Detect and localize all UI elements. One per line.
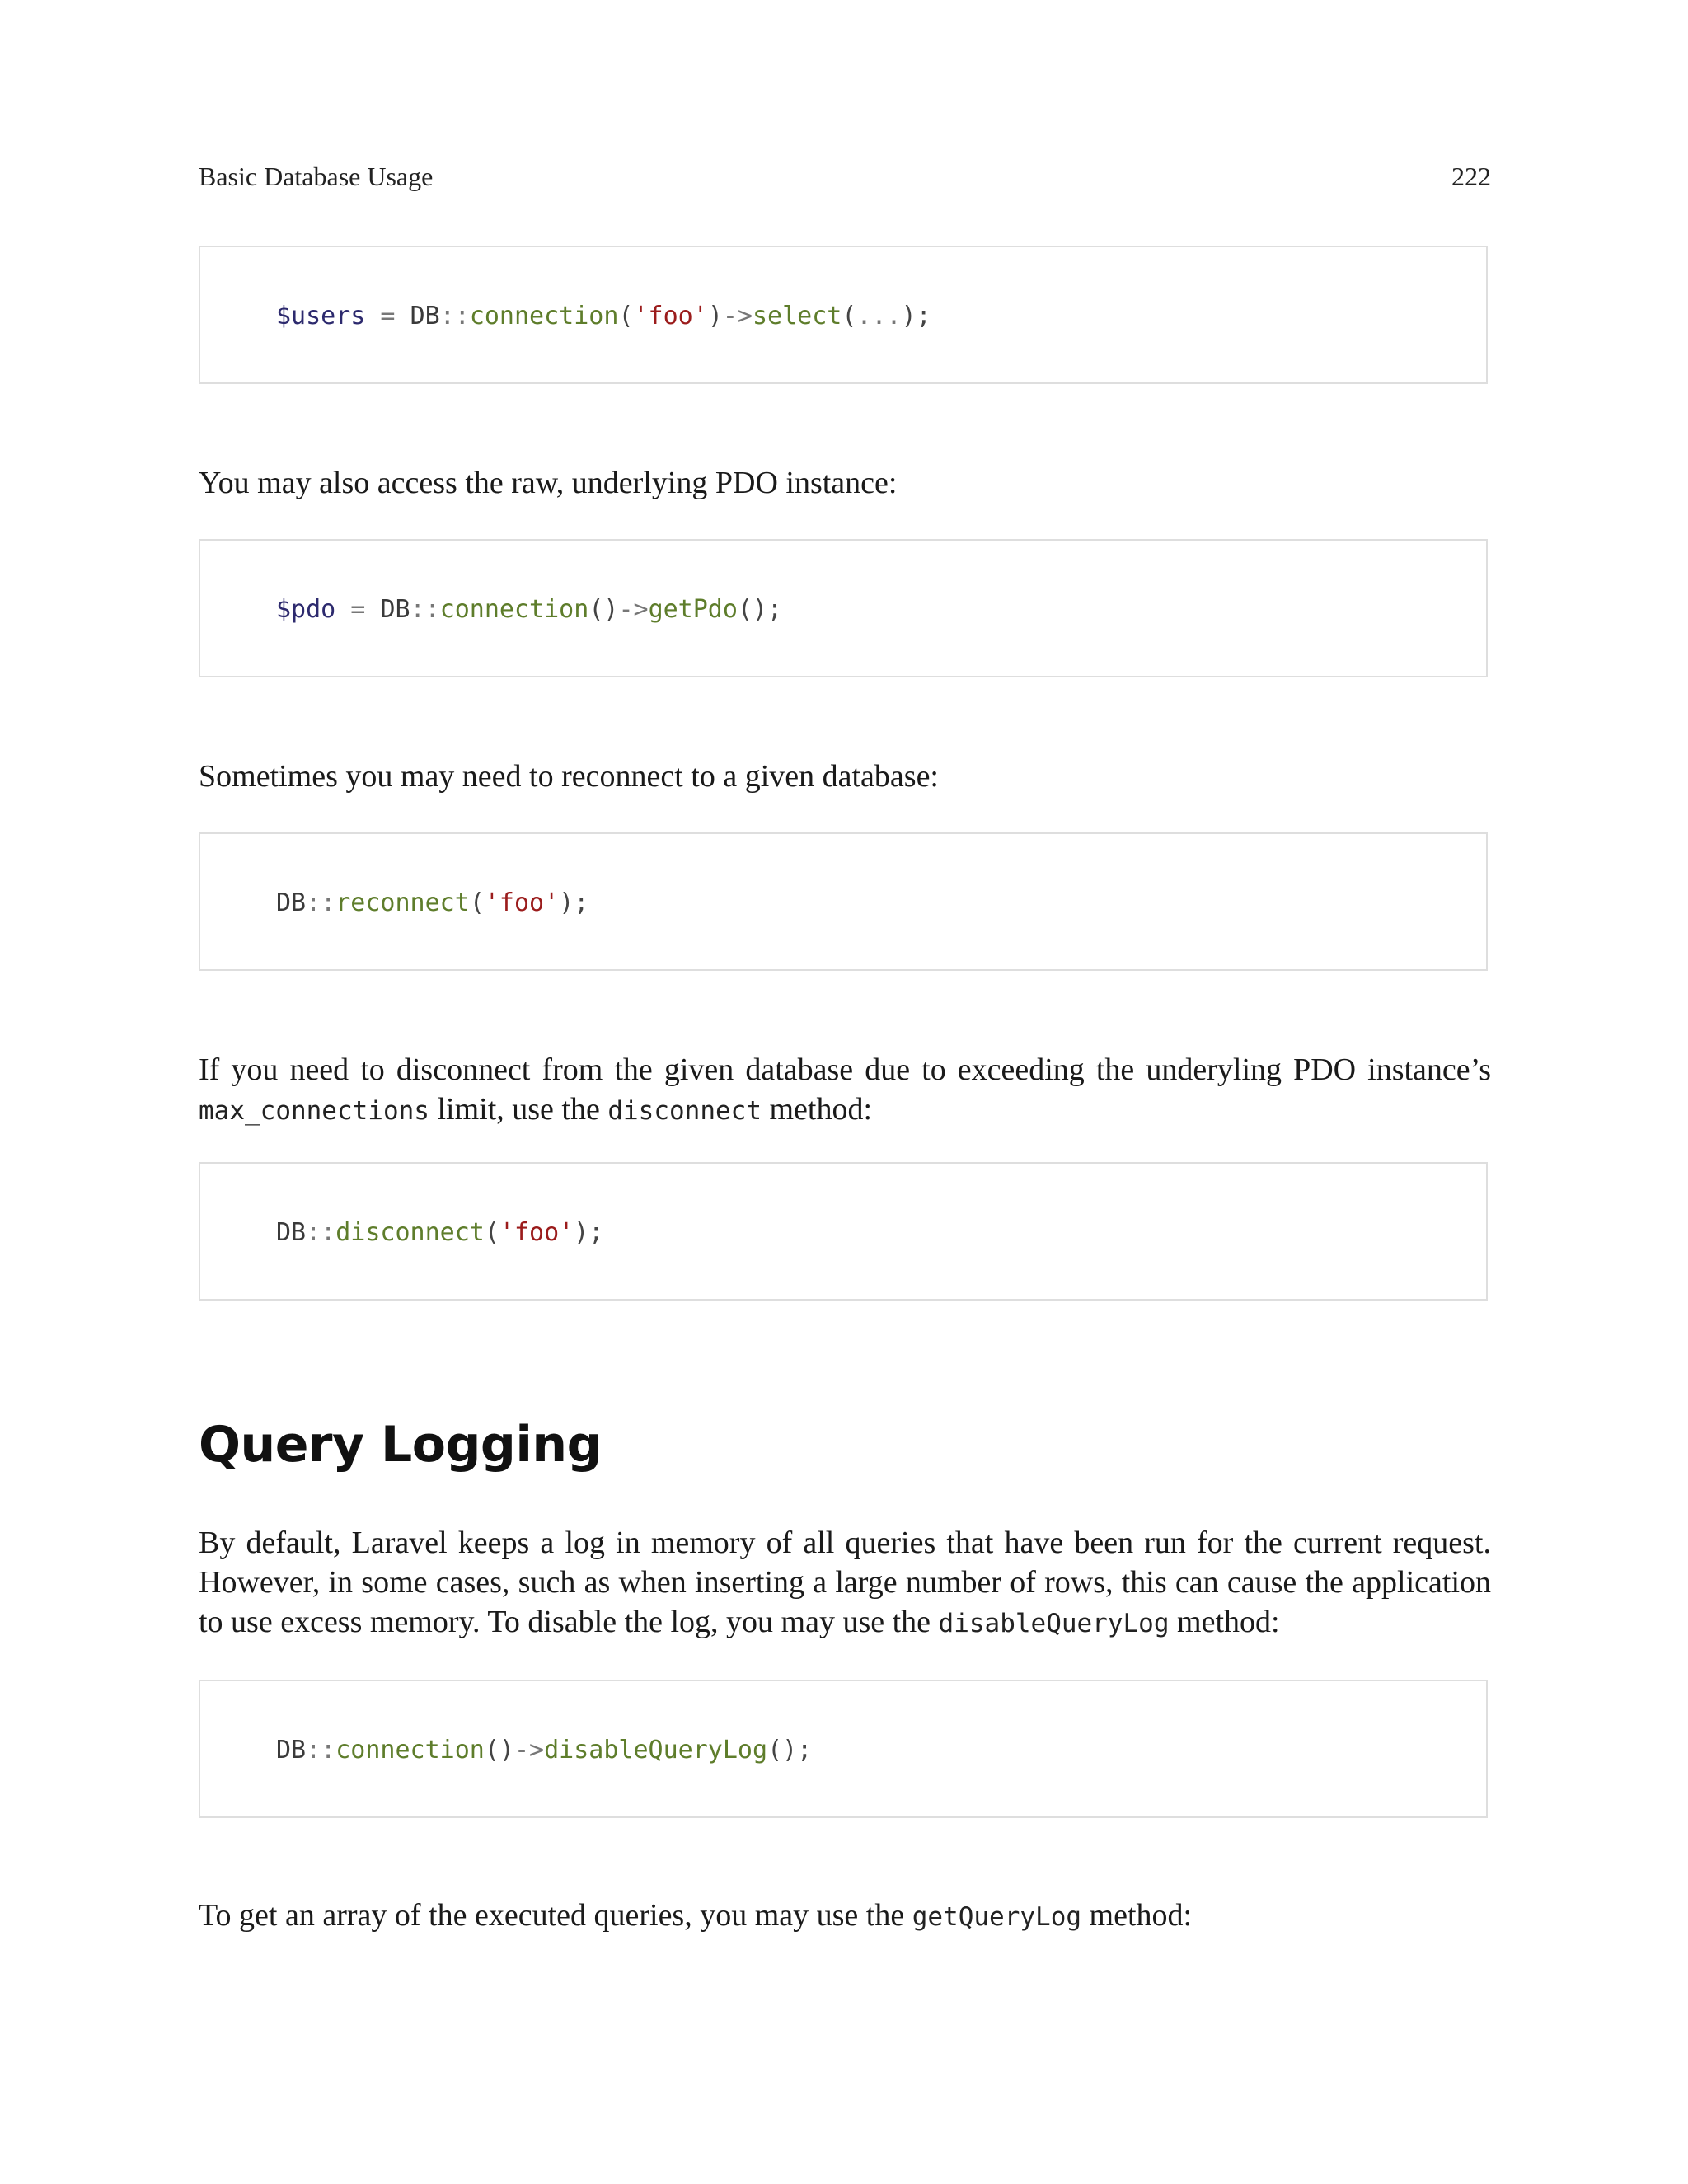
code-token-punctuation: );: [574, 1218, 604, 1247]
code-block-disconnect: [199, 1162, 1488, 1301]
code-block-select: [199, 246, 1488, 384]
code-token-string: 'foo': [484, 888, 560, 917]
code-token-class: DB: [276, 888, 307, 917]
code-token-punctuation: (): [484, 1736, 514, 1765]
code-line: [276, 1736, 812, 1765]
section-heading: Query Logging: [199, 1416, 603, 1474]
paragraph-text: If you need to disconnect from the given database due to exceeding the underyling PDO instance’s: [199, 1052, 1491, 1087]
code-token-variable: $pdo: [276, 595, 336, 624]
code-token-punctuation: );: [559, 888, 589, 917]
code-token-punctuation: ();: [767, 1736, 813, 1765]
code-line: [276, 595, 782, 625]
paragraph-text: method:: [761, 1092, 873, 1127]
code-token-operator: ::: [439, 302, 470, 330]
code-line: [276, 1218, 603, 1248]
code-block-reconnect: [199, 832, 1488, 971]
running-head-title: Basic Database Usage: [199, 162, 434, 191]
code-token-punctuation: (): [588, 595, 619, 624]
code-token-punctuation: );: [901, 302, 931, 330]
code-token-operator: ->: [514, 1736, 545, 1765]
paragraph-text: limit, use the: [429, 1092, 608, 1127]
code-token-punctuation: ): [707, 302, 723, 330]
code-line: [276, 888, 588, 918]
code-token-punctuation: (: [842, 302, 857, 330]
code-token-variable: $users: [276, 302, 366, 330]
code-token-function: connection: [469, 302, 619, 330]
inline-code-disconnect: disconnect: [607, 1096, 762, 1126]
code-token-function: connection: [439, 595, 589, 624]
code-token-class: DB: [276, 1218, 307, 1247]
paragraph-text: By default, Laravel keeps a log in memory of all queries that have been run for the current request. However, in some cases, such as when inserting a large number of rows, this can cause the application to use excess memory. To disable the log, you may use the: [199, 1526, 1491, 1639]
code-line: [276, 302, 931, 331]
code-token-operator: ::: [306, 888, 336, 917]
code-token-punctuation: (: [618, 302, 634, 330]
code-token-function: connection: [335, 1736, 485, 1765]
paragraph-text: To get an array of the executed queries, you may use the: [199, 1898, 912, 1933]
code-token-operator: =: [365, 302, 410, 330]
code-token-punctuation: (: [469, 888, 485, 917]
inline-code-disable-query-log: disableQueryLog: [938, 1609, 1170, 1638]
code-token-operator: ::: [306, 1218, 336, 1247]
code-token-function: reconnect: [335, 888, 470, 917]
code-token-class: DB: [410, 302, 440, 330]
code-token-operator: =: [335, 595, 381, 624]
code-token-function: disconnect: [335, 1218, 485, 1247]
paragraph-get-query-log: [199, 1896, 1491, 1937]
code-token-operator: ::: [306, 1736, 336, 1765]
paragraph-disconnect: [199, 1050, 1491, 1131]
paragraph-reconnect: Sometimes you may need to reconnect to a given database:: [199, 759, 939, 794]
code-token-operator: ...: [856, 302, 902, 330]
code-block-get-pdo: [199, 539, 1488, 677]
code-token-string: 'foo': [499, 1218, 574, 1247]
code-token-class: DB: [380, 595, 410, 624]
code-block-disable-query-log: [199, 1680, 1488, 1818]
code-token-function: disableQueryLog: [544, 1736, 768, 1765]
code-token-punctuation: (: [484, 1218, 499, 1247]
inline-code-get-query-log: getQueryLog: [912, 1902, 1082, 1932]
code-token-function: getPdo: [648, 595, 738, 624]
code-token-operator: ->: [722, 302, 753, 330]
page-number: 222: [1451, 162, 1491, 191]
paragraph-raw-pdo: You may also access the raw, underlying PDO instance:: [199, 466, 898, 500]
code-token-punctuation: ();: [737, 595, 783, 624]
paragraph-text: method:: [1169, 1605, 1280, 1639]
code-token-string: 'foo': [633, 302, 708, 330]
paragraph-query-logging: [199, 1523, 1491, 1643]
paragraph-text: method:: [1081, 1898, 1193, 1933]
inline-code-max-connections: max_connections: [199, 1096, 429, 1126]
code-token-function: select: [753, 302, 842, 330]
code-token-operator: ::: [410, 595, 440, 624]
code-token-class: DB: [276, 1736, 307, 1765]
code-token-operator: ->: [618, 595, 649, 624]
